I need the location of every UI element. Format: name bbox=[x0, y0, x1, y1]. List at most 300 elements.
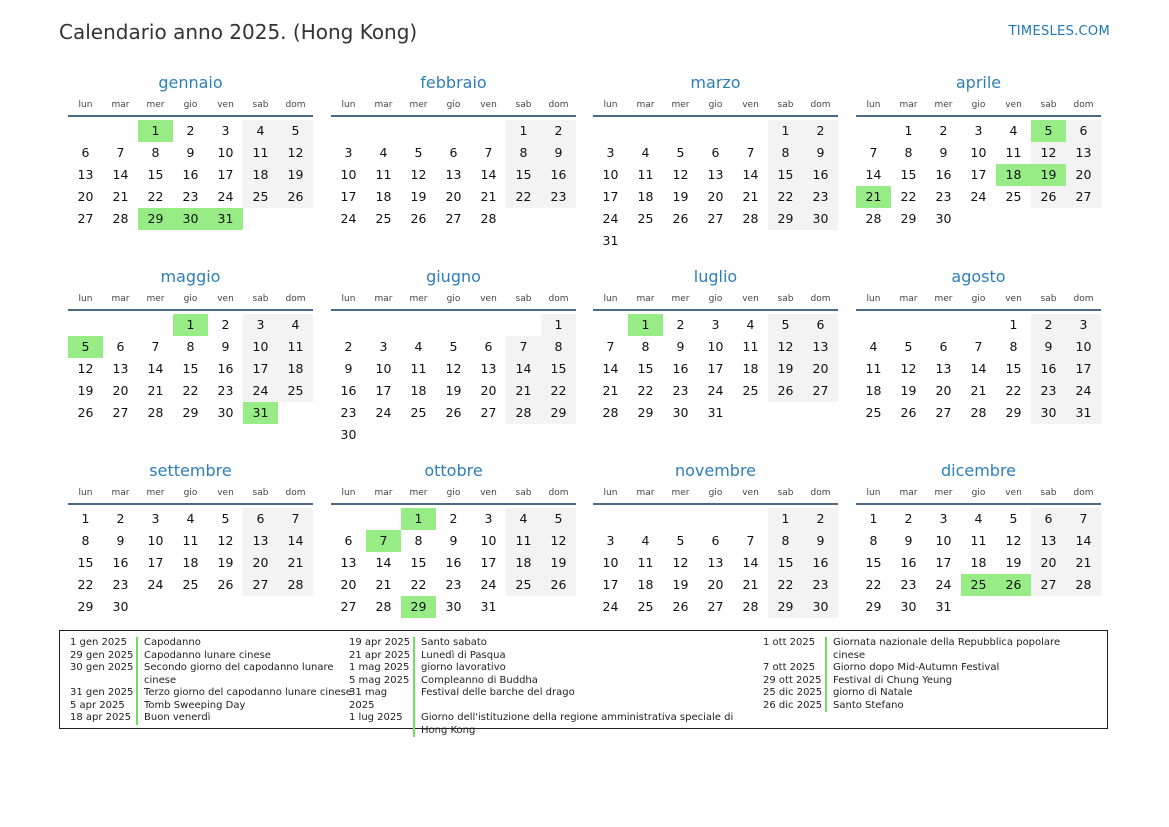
weekday-label: dom bbox=[285, 488, 306, 498]
holiday-date: 1 ott 2025 bbox=[763, 637, 816, 648]
day-cell: 29 bbox=[182, 405, 199, 420]
month-luglio bbox=[593, 267, 838, 424]
day-cell: 19 bbox=[410, 189, 427, 204]
day-cell: 26 bbox=[1031, 186, 1066, 208]
weekday-label: gio bbox=[708, 294, 723, 304]
day-cell: 14 bbox=[506, 358, 541, 380]
month-aprile bbox=[856, 73, 1101, 230]
day-cell: 16 bbox=[217, 361, 234, 376]
legend-row bbox=[763, 637, 1093, 662]
day-empty bbox=[856, 314, 891, 336]
day-cell: 7 bbox=[606, 339, 615, 354]
day-cell: 18 bbox=[637, 189, 654, 204]
day-cell: 10 bbox=[707, 339, 724, 354]
legend-column bbox=[763, 637, 1093, 712]
weekday-label: dom bbox=[548, 294, 569, 304]
day-cell: 5 bbox=[676, 145, 685, 160]
day-cell: 16 bbox=[541, 164, 576, 186]
day-cell: 9 bbox=[904, 533, 913, 548]
day-cell: 4 bbox=[746, 317, 755, 332]
day-cell: 14 bbox=[278, 530, 313, 552]
day-cell: 3 bbox=[606, 145, 615, 160]
day-cell: 8 bbox=[541, 336, 576, 358]
weekday-label: dom bbox=[548, 100, 569, 110]
day-cell: 20 bbox=[445, 189, 462, 204]
day-cell: 16 bbox=[803, 164, 838, 186]
day-cell: 6 bbox=[243, 508, 278, 530]
day-cell: 9 bbox=[1031, 336, 1066, 358]
legend-row bbox=[70, 662, 359, 687]
weekday-label: mer bbox=[409, 100, 428, 110]
day-cell: 27 bbox=[1031, 574, 1066, 596]
legend-row bbox=[70, 687, 359, 700]
weekday-label: sab bbox=[1040, 294, 1057, 304]
day-cell: 28 bbox=[480, 211, 497, 226]
day-cell: 3 bbox=[939, 511, 948, 526]
day-cell: 4 bbox=[1009, 123, 1018, 138]
day-cell: 2 bbox=[904, 511, 913, 526]
day-cell: 21 bbox=[742, 189, 759, 204]
day-cell: 14 bbox=[865, 167, 882, 182]
day-cell: 11 bbox=[637, 167, 654, 182]
day-cell: 13 bbox=[77, 167, 94, 182]
holiday-name: Lunedì di Pasqua bbox=[413, 650, 751, 663]
weekday-label: gio bbox=[971, 488, 986, 498]
holiday-name: Santo Stefano bbox=[825, 700, 1093, 713]
day-empty bbox=[926, 314, 961, 336]
day-cell: 30 bbox=[935, 211, 952, 226]
day-cell: 2 bbox=[186, 123, 195, 138]
month-dicembre bbox=[856, 461, 1101, 618]
day-cell: 20 bbox=[340, 577, 357, 592]
day-cell: 21 bbox=[375, 577, 392, 592]
weekday-label: dom bbox=[285, 294, 306, 304]
weekday-label: dom bbox=[1073, 488, 1094, 498]
holiday-date: 5 apr 2025 bbox=[70, 699, 125, 711]
weekday-label: mar bbox=[899, 100, 918, 110]
day-cell: 8 bbox=[506, 142, 541, 164]
day-cell: 21 bbox=[147, 383, 164, 398]
day-cell: 5 bbox=[449, 339, 458, 354]
weekday-label: lun bbox=[603, 100, 618, 110]
month-name: settembre bbox=[149, 461, 232, 480]
day-cell: 13 bbox=[243, 530, 278, 552]
day-cell: 24 bbox=[375, 405, 392, 420]
weekday-label: mar bbox=[636, 294, 655, 304]
day-cell: 26 bbox=[900, 405, 917, 420]
day-cell: 15 bbox=[77, 555, 94, 570]
day-cell: 22 bbox=[768, 186, 803, 208]
weekday-label: mar bbox=[636, 100, 655, 110]
day-cell: 27 bbox=[243, 574, 278, 596]
day-cell: 20 bbox=[480, 383, 497, 398]
day-cell: 24 bbox=[1066, 380, 1101, 402]
month-agosto bbox=[856, 267, 1101, 424]
day-cell: 15 bbox=[768, 552, 803, 574]
day-holiday: 1 bbox=[401, 508, 436, 530]
legend-row bbox=[70, 637, 359, 650]
day-cell: 26 bbox=[77, 405, 94, 420]
holiday-date: 18 apr 2025 bbox=[70, 712, 132, 723]
weekday-label: ven bbox=[742, 100, 759, 110]
weekday-label: gio bbox=[708, 100, 723, 110]
day-empty bbox=[331, 508, 366, 530]
day-cell: 5 bbox=[414, 145, 423, 160]
day-cell: 11 bbox=[410, 361, 427, 376]
day-cell: 19 bbox=[278, 164, 313, 186]
day-cell: 30 bbox=[112, 599, 129, 614]
day-cell: 12 bbox=[672, 555, 689, 570]
holiday-date: 5 mag 2025 bbox=[349, 674, 410, 686]
day-empty bbox=[698, 120, 733, 142]
weekday-label: sab bbox=[777, 294, 794, 304]
day-cell: 23 bbox=[340, 405, 357, 420]
day-empty bbox=[366, 508, 401, 530]
holiday-name: Giorno dopo Mid-Autumn Festival bbox=[825, 662, 1093, 675]
day-cell: 5 bbox=[904, 339, 913, 354]
day-cell: 28 bbox=[375, 599, 392, 614]
day-cell: 14 bbox=[602, 361, 619, 376]
month-marzo bbox=[593, 73, 838, 252]
day-cell: 12 bbox=[541, 530, 576, 552]
weekday-label: ven bbox=[1005, 294, 1022, 304]
day-cell: 30 bbox=[445, 599, 462, 614]
day-cell: 21 bbox=[480, 189, 497, 204]
day-cell: 10 bbox=[243, 336, 278, 358]
day-empty bbox=[68, 314, 103, 336]
day-cell: 10 bbox=[340, 167, 357, 182]
day-cell: 25 bbox=[410, 405, 427, 420]
day-cell: 3 bbox=[484, 511, 493, 526]
weekday-header bbox=[331, 98, 576, 117]
weekday-label: dom bbox=[548, 488, 569, 498]
day-cell: 29 bbox=[768, 208, 803, 230]
day-cell: 22 bbox=[147, 189, 164, 204]
weekday-label: gio bbox=[446, 294, 461, 304]
weekday-header bbox=[68, 98, 313, 117]
holiday-name: giorno di Natale bbox=[825, 687, 1093, 700]
day-cell: 22 bbox=[768, 574, 803, 596]
day-cell: 3 bbox=[1066, 314, 1101, 336]
weekday-label: dom bbox=[810, 488, 831, 498]
day-cell: 4 bbox=[641, 145, 650, 160]
month-name: novembre bbox=[674, 461, 757, 480]
day-cell: 11 bbox=[742, 339, 759, 354]
weekday-label: mar bbox=[111, 100, 130, 110]
day-cell: 8 bbox=[904, 145, 913, 160]
weekday-label: mer bbox=[934, 100, 953, 110]
weekday-label: dom bbox=[1073, 100, 1094, 110]
day-cell: 2 bbox=[221, 317, 230, 332]
month-name: febbraio bbox=[420, 73, 487, 92]
legend-row bbox=[349, 712, 751, 737]
day-cell: 1 bbox=[1009, 317, 1018, 332]
day-grid bbox=[68, 120, 313, 230]
day-cell: 14 bbox=[147, 361, 164, 376]
day-cell: 14 bbox=[742, 555, 759, 570]
day-cell: 21 bbox=[602, 383, 619, 398]
day-cell: 29 bbox=[768, 596, 803, 618]
weekday-label: mer bbox=[934, 488, 953, 498]
day-cell: 4 bbox=[641, 533, 650, 548]
day-empty bbox=[138, 314, 173, 336]
day-cell: 1 bbox=[904, 123, 913, 138]
day-cell: 6 bbox=[711, 145, 720, 160]
holiday-name: Festival di Chung Yeung bbox=[825, 675, 1093, 688]
weekday-label: gio bbox=[971, 100, 986, 110]
day-cell: 13 bbox=[340, 555, 357, 570]
weekday-label: gio bbox=[446, 100, 461, 110]
day-cell: 24 bbox=[243, 380, 278, 402]
day-cell: 2 bbox=[344, 339, 353, 354]
weekday-label: ven bbox=[480, 100, 497, 110]
day-cell: 12 bbox=[1031, 142, 1066, 164]
day-empty bbox=[366, 120, 401, 142]
day-cell: 17 bbox=[480, 555, 497, 570]
day-cell: 6 bbox=[1031, 508, 1066, 530]
day-cell: 22 bbox=[1005, 383, 1022, 398]
day-cell: 25 bbox=[506, 574, 541, 596]
holiday-name: Capodanno lunare cinese bbox=[136, 650, 359, 663]
day-cell: 1 bbox=[541, 314, 576, 336]
weekday-label: ven bbox=[1005, 488, 1022, 498]
day-empty bbox=[663, 508, 698, 530]
day-cell: 14 bbox=[375, 555, 392, 570]
day-cell: 13 bbox=[935, 361, 952, 376]
day-cell: 10 bbox=[217, 145, 234, 160]
day-cell: 6 bbox=[81, 145, 90, 160]
day-cell: 27 bbox=[340, 599, 357, 614]
day-cell: 28 bbox=[742, 599, 759, 614]
month-name: giugno bbox=[426, 267, 481, 286]
weekday-label: lun bbox=[341, 100, 356, 110]
weekday-label: gio bbox=[183, 100, 198, 110]
day-cell: 7 bbox=[506, 336, 541, 358]
month-ottobre bbox=[331, 461, 576, 618]
month-name: agosto bbox=[951, 267, 1006, 286]
day-cell: 25 bbox=[637, 599, 654, 614]
day-cell: 27 bbox=[707, 599, 724, 614]
holiday-date: 7 ott 2025 bbox=[763, 662, 816, 673]
day-cell: 27 bbox=[112, 405, 129, 420]
day-cell: 28 bbox=[602, 405, 619, 420]
holiday-date: 1 mag 2025 bbox=[349, 662, 410, 673]
day-cell: 4 bbox=[869, 339, 878, 354]
day-cell: 3 bbox=[379, 339, 388, 354]
day-empty bbox=[471, 314, 506, 336]
day-cell: 11 bbox=[278, 336, 313, 358]
day-cell: 18 bbox=[865, 383, 882, 398]
weekday-label: mar bbox=[374, 294, 393, 304]
month-name: gennaio bbox=[158, 73, 223, 92]
weekday-label: ven bbox=[480, 294, 497, 304]
day-cell: 19 bbox=[77, 383, 94, 398]
weekday-label: gio bbox=[708, 488, 723, 498]
weekday-header bbox=[856, 486, 1101, 505]
day-cell: 23 bbox=[541, 186, 576, 208]
day-cell: 27 bbox=[935, 405, 952, 420]
weekday-header bbox=[331, 486, 576, 505]
holiday-date: 1 gen 2025 bbox=[70, 637, 128, 648]
day-cell: 21 bbox=[970, 383, 987, 398]
weekday-header bbox=[593, 486, 838, 505]
holiday-name: Santo sabato bbox=[413, 637, 751, 650]
day-empty bbox=[733, 508, 768, 530]
weekday-header bbox=[593, 98, 838, 117]
day-cell: 9 bbox=[803, 142, 838, 164]
day-cell: 13 bbox=[445, 167, 462, 182]
day-holiday: 31 bbox=[243, 402, 278, 424]
day-cell: 15 bbox=[865, 555, 882, 570]
weekday-label: mar bbox=[374, 488, 393, 498]
day-cell: 10 bbox=[147, 533, 164, 548]
weekday-label: mar bbox=[111, 488, 130, 498]
day-cell: 29 bbox=[77, 599, 94, 614]
day-cell: 24 bbox=[340, 211, 357, 226]
day-cell: 11 bbox=[375, 167, 392, 182]
day-empty bbox=[891, 314, 926, 336]
weekday-label: sab bbox=[252, 488, 269, 498]
day-cell: 30 bbox=[900, 599, 917, 614]
day-cell: 20 bbox=[707, 189, 724, 204]
day-holiday: 1 bbox=[628, 314, 663, 336]
legend-row bbox=[349, 662, 751, 675]
day-cell: 23 bbox=[217, 383, 234, 398]
day-cell: 28 bbox=[970, 405, 987, 420]
day-cell: 16 bbox=[900, 555, 917, 570]
day-cell: 8 bbox=[414, 533, 423, 548]
legend-column bbox=[70, 637, 359, 725]
day-cell: 2 bbox=[803, 120, 838, 142]
day-cell: 18 bbox=[742, 361, 759, 376]
weekday-label: ven bbox=[480, 488, 497, 498]
day-cell: 1 bbox=[768, 120, 803, 142]
day-cell: 18 bbox=[506, 552, 541, 574]
day-cell: 17 bbox=[1066, 358, 1101, 380]
legend-row bbox=[763, 675, 1093, 688]
day-cell: 7 bbox=[1066, 508, 1101, 530]
day-cell: 19 bbox=[672, 189, 689, 204]
day-cell: 28 bbox=[112, 211, 129, 226]
day-cell: 6 bbox=[803, 314, 838, 336]
weekday-label: dom bbox=[810, 100, 831, 110]
weekday-label: gio bbox=[183, 488, 198, 498]
day-cell: 24 bbox=[480, 577, 497, 592]
day-empty bbox=[593, 314, 628, 336]
day-cell: 4 bbox=[243, 120, 278, 142]
day-cell: 2 bbox=[116, 511, 125, 526]
day-cell: 28 bbox=[865, 211, 882, 226]
day-cell: 16 bbox=[672, 361, 689, 376]
day-cell: 12 bbox=[77, 361, 94, 376]
day-cell: 13 bbox=[707, 555, 724, 570]
day-cell: 2 bbox=[676, 317, 685, 332]
day-cell: 15 bbox=[410, 555, 427, 570]
day-cell: 30 bbox=[803, 208, 838, 230]
holiday-date: 19 apr 2025 bbox=[349, 637, 411, 648]
day-cell: 24 bbox=[602, 211, 619, 226]
weekday-label: mer bbox=[146, 488, 165, 498]
day-cell: 8 bbox=[151, 145, 160, 160]
weekday-label: mar bbox=[636, 488, 655, 498]
day-cell: 28 bbox=[506, 402, 541, 424]
day-holiday: 5 bbox=[68, 336, 103, 358]
day-cell: 20 bbox=[1066, 164, 1101, 186]
day-empty bbox=[593, 120, 628, 142]
day-cell: 27 bbox=[707, 211, 724, 226]
weekday-header bbox=[856, 98, 1101, 117]
day-cell: 11 bbox=[1005, 145, 1022, 160]
day-cell: 17 bbox=[217, 167, 234, 182]
legend-row bbox=[349, 687, 751, 712]
day-cell: 22 bbox=[77, 577, 94, 592]
day-cell: 29 bbox=[900, 211, 917, 226]
day-cell: 25 bbox=[1005, 189, 1022, 204]
day-cell: 29 bbox=[865, 599, 882, 614]
day-cell: 30 bbox=[340, 427, 357, 442]
weekday-label: gio bbox=[971, 294, 986, 304]
day-cell: 9 bbox=[116, 533, 125, 548]
day-empty bbox=[103, 314, 138, 336]
day-cell: 20 bbox=[803, 358, 838, 380]
day-cell: 18 bbox=[970, 555, 987, 570]
day-cell: 8 bbox=[641, 339, 650, 354]
weekday-label: mar bbox=[374, 100, 393, 110]
day-cell: 26 bbox=[541, 574, 576, 596]
day-cell: 29 bbox=[1005, 405, 1022, 420]
day-cell: 26 bbox=[672, 211, 689, 226]
day-cell: 14 bbox=[742, 167, 759, 182]
day-grid bbox=[593, 508, 838, 618]
weekday-label: ven bbox=[217, 100, 234, 110]
day-cell: 6 bbox=[484, 339, 493, 354]
holiday-date: 26 dic 2025 bbox=[763, 699, 823, 711]
day-grid bbox=[331, 120, 576, 230]
weekday-label: lun bbox=[78, 294, 93, 304]
day-empty bbox=[628, 508, 663, 530]
day-empty bbox=[366, 314, 401, 336]
day-cell: 22 bbox=[865, 577, 882, 592]
day-cell: 23 bbox=[803, 186, 838, 208]
day-empty bbox=[401, 314, 436, 336]
day-cell: 14 bbox=[480, 167, 497, 182]
day-cell: 17 bbox=[602, 577, 619, 592]
day-empty bbox=[331, 314, 366, 336]
weekday-label: ven bbox=[217, 294, 234, 304]
day-cell: 3 bbox=[243, 314, 278, 336]
day-empty bbox=[436, 120, 471, 142]
day-cell: 22 bbox=[637, 383, 654, 398]
brand-link[interactable]: TIMESLES.COM bbox=[1008, 24, 1110, 39]
day-grid bbox=[856, 120, 1101, 230]
day-cell: 1 bbox=[869, 511, 878, 526]
weekday-label: lun bbox=[603, 294, 618, 304]
weekday-label: sab bbox=[777, 100, 794, 110]
day-cell: 26 bbox=[672, 599, 689, 614]
holiday-date: 31 mag 2025 bbox=[349, 687, 388, 711]
day-holiday: 31 bbox=[208, 208, 243, 230]
weekday-label: lun bbox=[341, 488, 356, 498]
day-cell: 6 bbox=[939, 339, 948, 354]
day-cell: 23 bbox=[182, 189, 199, 204]
weekday-label: ven bbox=[217, 488, 234, 498]
month-name: ottobre bbox=[424, 461, 483, 480]
day-cell: 25 bbox=[637, 211, 654, 226]
day-cell: 4 bbox=[379, 145, 388, 160]
day-cell: 15 bbox=[637, 361, 654, 376]
weekday-label: sab bbox=[1040, 488, 1057, 498]
day-cell: 15 bbox=[147, 167, 164, 182]
